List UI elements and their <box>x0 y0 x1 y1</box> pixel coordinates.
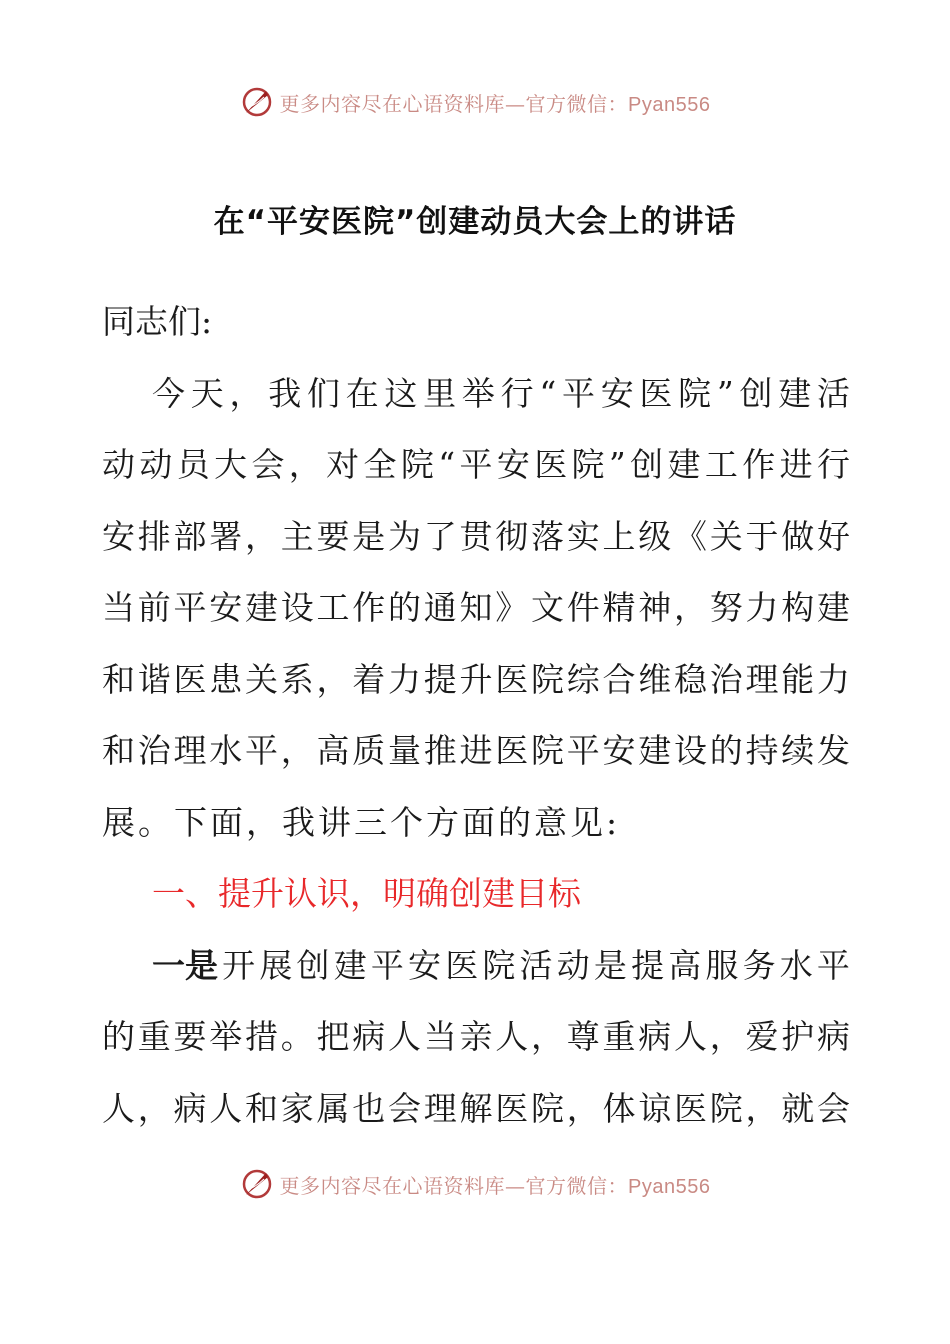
paragraph-line: 一是 开 展 创 建 平 安 医 院 活 动 是 提 高 服 务 水 平 <box>102 930 850 1002</box>
watermark-text: 更多内容尽在心语资料库—官方微信：Pyan556 <box>279 1173 711 1198</box>
quill-pen-circle-icon <box>240 85 274 119</box>
paragraph-line: 今 天 ， 我 们 在 这 里 举 行 “ 平 安 医 院 ” 创 建 活 <box>152 373 850 413</box>
document-body <box>102 286 850 1144</box>
paragraph-line: 人 ， 病 人 和 家 属 也 会 理 解 医 院 ， 体 谅 医 院 ， 就 会 <box>102 1088 850 1128</box>
paragraph-line: 安 排 部 署 ， 主 要 是 为 了 贯 彻 落 实 上 级 《 关 于 做 好 <box>102 516 850 556</box>
header-watermark <box>0 82 950 122</box>
paragraph-line: 动 动 员 大 会 ， 对 全 院 “ 平 安 医 院 ” 创 建 工 作 进 行 <box>102 445 850 484</box>
point-lead: 一是 <box>152 945 218 985</box>
paragraph-line: 和 治 理 水 平 ， 高 质 量 推 进 医 院 平 安 建 设 的 持 续 发 <box>102 731 850 770</box>
paragraph-line: 展。下面，我讲三个方面的意见: <box>102 802 621 842</box>
document-title: 在“平安医院”创建动员大会上的讲话 <box>213 204 737 240</box>
paragraph-line: 当 前 平 安 建 设 工 作 的 通 知 》 文 件 精 神 ， 努 力 构 建 <box>102 588 850 627</box>
watermark-text: 更多内容尽在心语资料库—官方微信：Pyan556 <box>279 91 711 116</box>
paragraph-line: 和 谐 医 患 关 系 ， 着 力 提 升 医 院 综 合 维 稳 治 理 能 力 <box>102 659 850 699</box>
paragraph-line: 的 重 要 举 措 。 把 病 人 当 亲 人 ， 尊 重 病 人 ， 爱 护 病 <box>102 1017 850 1056</box>
salutation: 同志们: <box>102 302 213 341</box>
quill-pen-circle-icon <box>240 1167 274 1201</box>
footer-watermark <box>0 1164 950 1204</box>
section-heading: 一、提升认识，明确创建目标 <box>152 874 581 913</box>
